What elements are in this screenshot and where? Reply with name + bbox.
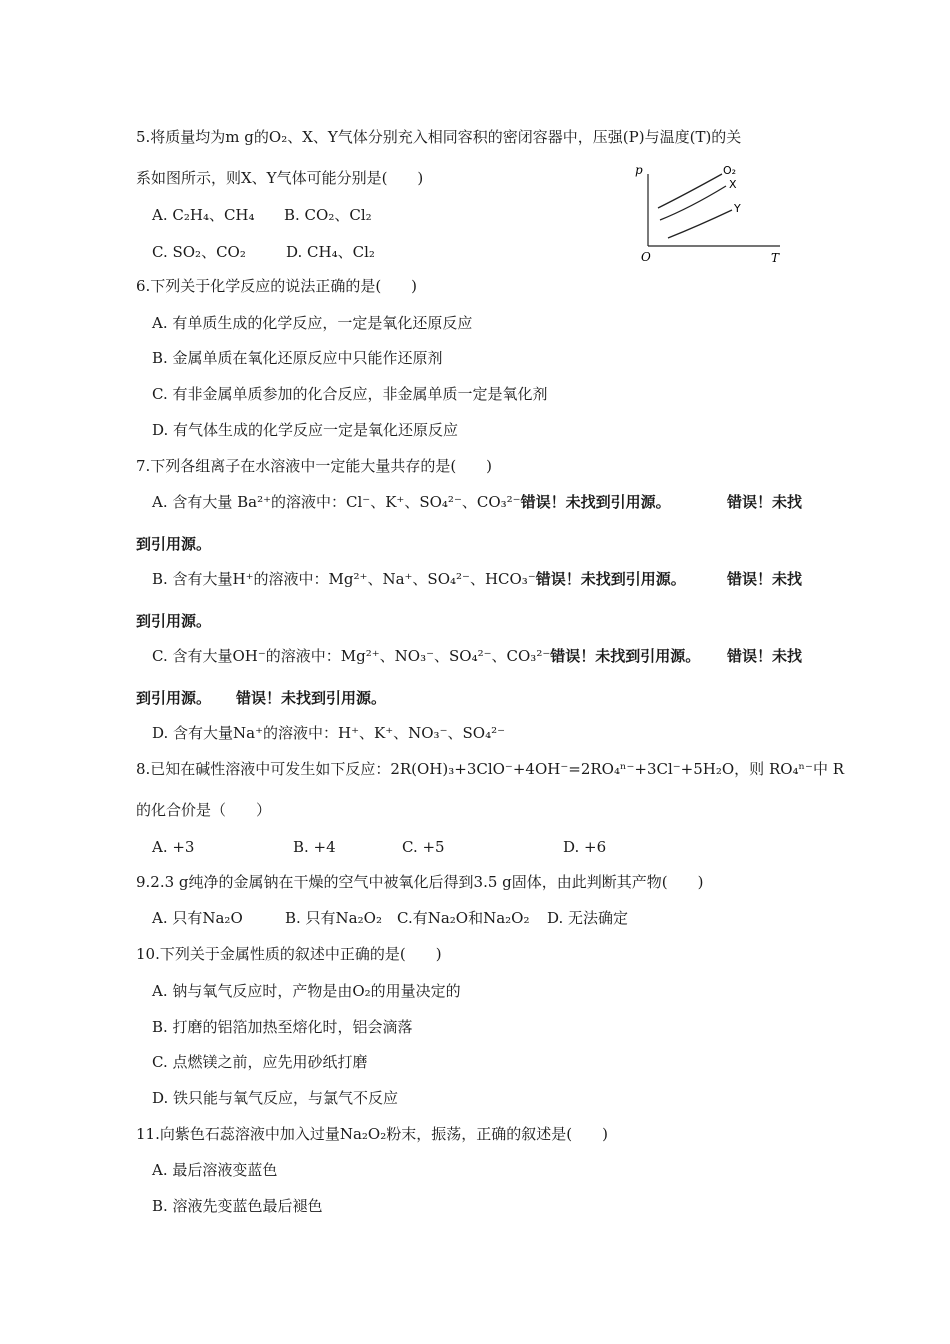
q10-option-a: A. 钠与氧气反应时，产物是由O₂的用量决定的	[152, 982, 461, 1000]
error-ref: 到引用源。	[136, 612, 212, 630]
q8-option-a: A. +3	[152, 838, 195, 856]
error-ref: 错误！未找	[727, 493, 803, 511]
series-label-y: Y	[734, 202, 741, 215]
series-label-o2: O₂	[723, 164, 737, 177]
q7-option-a	[152, 492, 671, 512]
q5-stem-line2: 系如图所示，则X、Y气体可能分别是( )	[136, 169, 424, 187]
q8-option-c: C. +5	[402, 838, 445, 856]
y-axis-label: p	[635, 163, 643, 177]
q5-option-d: D. CH₄、Cl₂	[286, 243, 375, 261]
q9-option-a: A. 只有Na₂O	[152, 909, 243, 927]
error-ref: 错误！未找到引用源。	[550, 647, 701, 665]
q5-stem-line1: 5.将质量均为m g的O₂、X、Y气体分别充入相同容积的密闭容器中，压强(P)与温度(T)的关	[136, 128, 742, 146]
q10-stem: 10.下列关于金属性质的叙述中正确的是( )	[136, 945, 442, 963]
series-label-x: X	[729, 178, 737, 191]
q7-option-c	[152, 646, 700, 666]
q6-option-d: D. 有气体生成的化学反应一定是氧化还原反应	[152, 421, 459, 439]
q11-option-a: A. 最后溶液变蓝色	[152, 1161, 278, 1179]
error-ref: 错误！未找到引用源。	[520, 493, 671, 511]
x-axis-label: T	[771, 251, 780, 265]
q8-stem-line2: 的化合价是（ ）	[136, 801, 272, 819]
error-ref: 错误！未找	[727, 647, 803, 665]
q11-option-b: B. 溶液先变蓝色最后褪色	[152, 1197, 323, 1215]
q10-option-d: D. 铁只能与氧气反应，与氯气不反应	[152, 1089, 399, 1107]
q10-option-b: B. 打磨的铝箔加热至熔化时，铝会滴落	[152, 1018, 413, 1036]
q11-stem: 11.向紫色石蕊溶液中加入过量Na₂O₂粉末，振荡，正确的叙述是( )	[136, 1125, 608, 1143]
q8-option-b: B. +4	[293, 838, 336, 856]
q7-option-a-text: A. 含有大量 Ba²⁺的溶液中：Cl⁻、K⁺、SO₄²⁻、CO₃²⁻	[152, 493, 521, 511]
series-line-x	[660, 186, 726, 220]
q8-stem-line1: 8.已知在碱性溶液中可发生如下反应：2R(OH)₃+3ClO⁻+4OH⁻=2RO₄ⁿ⁻+3Cl⁻+5H₂O，则 RO₄ⁿ⁻中 R	[136, 760, 845, 778]
q7-stem: 7.下列各组离子在水溶液中一定能大量共存的是( )	[136, 457, 493, 475]
pressure-temperature-chart	[628, 160, 788, 268]
q9-option-d: D. 无法确定	[547, 909, 629, 927]
error-ref: 到引用源。	[136, 535, 212, 553]
q5-option-a: A. C₂H₄、CH₄	[152, 206, 255, 224]
q5-option-b: B. CO₂、Cl₂	[284, 206, 372, 224]
series-line-o2	[658, 174, 722, 208]
error-ref: 到引用源。	[136, 689, 212, 707]
error-ref: 错误！未找到引用源。	[236, 689, 387, 707]
q5-option-c: C. SO₂、CO₂	[152, 243, 246, 261]
q7-option-b-text: B. 含有大量H⁺的溶液中：Mg²⁺、Na⁺、SO₄²⁻、HCO₃⁻	[152, 570, 536, 588]
q8-option-d: D. +6	[563, 838, 607, 856]
error-ref: 错误！未找到引用源。	[535, 570, 686, 588]
q6-option-a: A. 有单质生成的化学反应，一定是氧化还原反应	[152, 314, 473, 332]
q9-stem: 9.2.3 g纯净的金属钠在干燥的空气中被氧化后得到3.5 g固体，由此判断其产物( )	[136, 873, 704, 891]
series-line-y	[668, 210, 732, 238]
q6-option-b: B. 金属单质在氧化还原反应中只能作还原剂	[152, 349, 443, 367]
q7-option-c-text: C. 含有大量OH⁻的溶液中：Mg²⁺、NO₃⁻、SO₄²⁻、CO₃²⁻	[152, 647, 551, 665]
q10-option-c: C. 点燃镁之前，应先用砂纸打磨	[152, 1053, 368, 1071]
q9-option-c: C.有Na₂O和Na₂O₂	[397, 909, 530, 927]
error-ref: 错误！未找	[727, 570, 803, 588]
q7-option-d: D. 含有大量Na⁺的溶液中：H⁺、K⁺、NO₃⁻、SO₄²⁻	[152, 724, 506, 742]
q6-stem: 6.下列关于化学反应的说法正确的是( )	[136, 277, 418, 295]
q7-option-b	[152, 569, 686, 589]
origin-label: O	[641, 250, 651, 264]
q9-option-b: B. 只有Na₂O₂	[285, 909, 382, 927]
q6-option-c: C. 有非金属单质参加的化合反应，非金属单质一定是氧化剂	[152, 385, 548, 403]
